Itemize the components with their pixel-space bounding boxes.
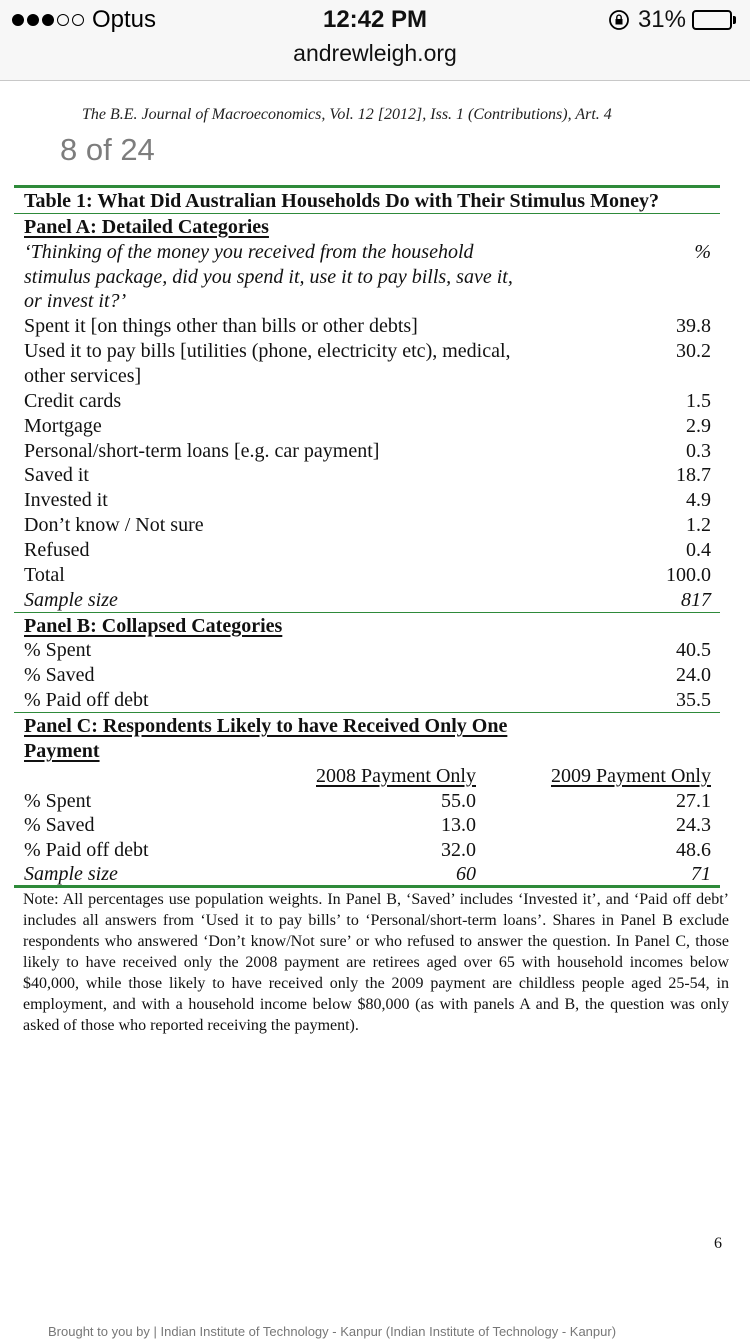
table-row-label: % Spent <box>24 790 92 812</box>
table-row-value: 40.5 <box>676 639 711 661</box>
carrier-name: Optus <box>92 6 157 33</box>
sample-size-label: Sample size <box>24 863 118 885</box>
table-row-value: 39.8 <box>676 315 711 337</box>
table-cell-2008: 55.0 <box>441 790 476 812</box>
sample-size-value: 817 <box>681 589 711 611</box>
table-row-value: 1.5 <box>686 390 711 412</box>
table-row-label: Invested it <box>24 489 108 511</box>
table-cell-2008: 13.0 <box>441 814 476 836</box>
table-cell-2009: 48.6 <box>676 839 711 861</box>
table-row-label: Spent it [on things other than bills or other debts] <box>24 315 418 337</box>
table-row-value: 18.7 <box>676 464 711 486</box>
battery-percentage: 31% <box>637 6 686 33</box>
table-row-label: % Saved <box>24 814 95 836</box>
status-right-group <box>608 6 740 34</box>
table-cell-2009: 24.3 <box>676 814 711 836</box>
table-title: Table 1: What Did Australian Households Do with Their Stimulus Money? <box>24 190 659 212</box>
table-row-label-continued: other services] <box>24 365 142 387</box>
page-number: 6 <box>714 1235 722 1252</box>
rotation-lock-icon <box>608 9 630 31</box>
table-top-rule <box>14 185 720 188</box>
table-row-value: 0.3 <box>686 440 711 462</box>
panel-a-question-line: stimulus package, did you spend it, use it to pay bills, save it, <box>24 266 513 288</box>
table-row-value: 30.2 <box>676 340 711 362</box>
table-row-value: 100.0 <box>666 564 711 586</box>
sample-size-2008: 60 <box>456 863 476 885</box>
address-bar[interactable]: andrewleigh.org <box>293 40 457 66</box>
column-header-2009: 2009 Payment Only <box>551 765 711 787</box>
table-row-label: % Saved <box>24 664 95 686</box>
table-row-label: Saved it <box>24 464 89 486</box>
panel-a-question-line: ‘Thinking of the money you received from the household <box>24 241 474 263</box>
panel-a-question-line: or invest it?’ <box>24 290 127 312</box>
battery-icon <box>692 9 740 31</box>
sample-size-2009: 71 <box>691 863 711 885</box>
panel-a-bottom-rule <box>14 612 720 613</box>
table-row-label: Used it to pay bills [utilities (phone, electricity etc), medical, <box>24 340 511 362</box>
journal-header: The B.E. Journal of Macroeconomics, Vol. 12 [2012], Iss. 1 (Contributions), Art. 4 <box>82 106 612 123</box>
table-row-label: Credit cards <box>24 390 122 412</box>
table-note: Note: All percentages use population weights. In Panel B, ‘Saved’ includes ‘Invested it’, and ‘Paid off debt’ includes all answers from ‘Used it to pay bills’ to ‘Personal/short-term loans’. Shares in Panel B exclude respondents who answered ‘Don’t know/Not sure’ or who refused to answer the question. In Panel C, those likely to have received only the 2008 payment are retirees aged over 65 with household incomes below $40,000, while those likely to have received only the 2009 payment are childless people aged 25-54, in employment, and with a household income below $80,000 (as with panels A and B, the question was only asked of those who reported receiving the payment). <box>23 891 729 1034</box>
table-row-label: Don’t know / Not sure <box>24 514 204 536</box>
table-cell-2008: 32.0 <box>441 839 476 861</box>
download-footer: Brought to you by | Indian Institute of Technology - Kanpur (Indian Institute of Technology - Kanpur) <box>48 1324 617 1339</box>
table-title-rule <box>14 213 720 214</box>
table-row-label: % Paid off debt <box>24 689 149 711</box>
panel-b-title: Panel B: Collapsed Categories <box>24 615 283 637</box>
table-row-label: Personal/short-term loans [e.g. car payment] <box>24 440 380 462</box>
status-time: 12:42 PM <box>322 6 428 33</box>
browser-top-bar <box>0 0 750 81</box>
table-row-label: Refused <box>24 539 90 561</box>
table-row-label: Total <box>24 564 65 586</box>
table-row-value: 24.0 <box>676 664 711 686</box>
table-row-value: 4.9 <box>686 489 711 511</box>
table-row-label: Mortgage <box>24 415 102 437</box>
table-row-label: % Spent <box>24 639 92 661</box>
panel-a-title: Panel A: Detailed Categories <box>24 216 269 238</box>
table-row-value: 35.5 <box>676 689 711 711</box>
table-row-label: % Paid off debt <box>24 839 149 861</box>
panel-c-title: Panel C: Respondents Likely to have Received Only One <box>24 715 508 737</box>
sample-size-label: Sample size <box>24 589 118 611</box>
percent-column-header: % <box>694 241 711 263</box>
column-header-2008: 2008 Payment Only <box>316 765 476 787</box>
table-cell-2009: 27.1 <box>676 790 711 812</box>
page-counter: 8 of 24 <box>60 132 155 167</box>
table-bottom-rule <box>14 885 720 888</box>
table-row-value: 1.2 <box>686 514 711 536</box>
panel-b-bottom-rule <box>14 712 720 713</box>
table-row-value: 2.9 <box>686 415 711 437</box>
panel-c-title-continued: Payment <box>24 740 100 762</box>
table-row-value: 0.4 <box>686 539 711 561</box>
